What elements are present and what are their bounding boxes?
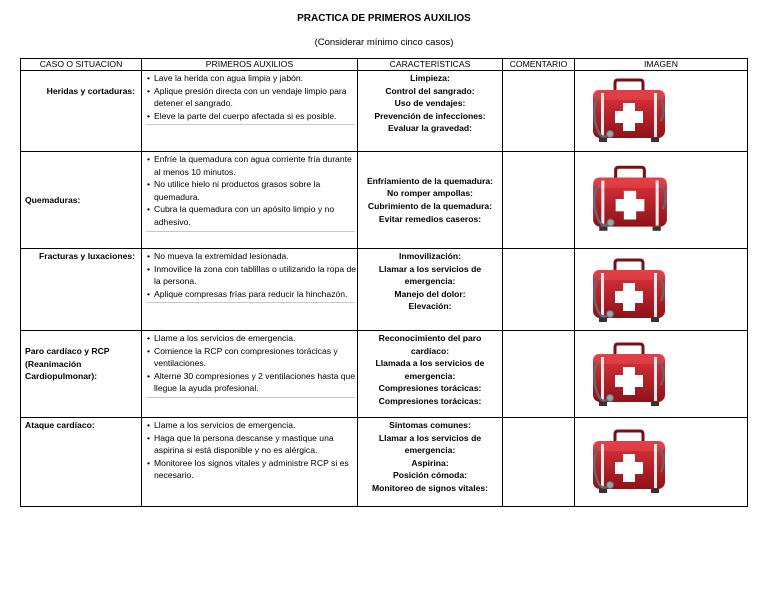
characteristic-item: Limpieza: [410, 73, 450, 83]
case-label: Heridas y cortaduras: [46, 86, 135, 96]
case-cell [21, 249, 142, 331]
characteristic-item: Monitoreo de signos vitales: [371, 482, 489, 493]
first-aid-kit-icon [589, 428, 669, 496]
list-item: • Cubra la quemadura con un apósito limpio y no adhesivo. [147, 203, 357, 228]
list-item: • Alterne 30 compresiones y 2 ventilaciones hasta que llegue la ayuda profesional. [147, 370, 357, 395]
characteristic-item: Enfriamiento de la quemadura: [366, 175, 494, 186]
first-aid-cell [142, 249, 358, 331]
comment-cell [503, 331, 575, 418]
list-item: • Aplique presión directa con un vendaje limpio para detener el sangrado. [147, 85, 357, 110]
characteristic-item: Llamada a los servicios de emergencia: [375, 358, 485, 381]
header-case: CASO O SITUACION [21, 59, 142, 71]
list-item: • Aplique compresas frías para reducir la hinchazón. [147, 288, 357, 301]
comment-cell [503, 152, 575, 249]
list-item: • Llame a los servicios de emergencia. [147, 419, 357, 432]
image-cell [575, 71, 748, 152]
first-aid-list [142, 331, 357, 397]
first-aid-table [20, 58, 748, 507]
characteristics-cell [358, 71, 503, 152]
first-aid-cell [142, 331, 358, 418]
table-header-row [21, 59, 748, 71]
first-aid-list [142, 71, 357, 124]
characteristics-cell [358, 152, 503, 249]
characteristic-item: Uso de vendajes: [394, 98, 466, 109]
table-row [21, 249, 748, 331]
header-comment: COMENTARIO [503, 59, 575, 71]
divider [146, 397, 355, 398]
first-aid-kit-icon [589, 341, 669, 409]
table-row [21, 331, 748, 418]
characteristic-item: No romper ampollas: [387, 188, 473, 199]
characteristic-item: Compresiones torácicas: [378, 383, 482, 394]
table-row [21, 152, 748, 249]
characteristic-item: Síntomas comunes: [389, 420, 471, 430]
image-cell [575, 331, 748, 418]
characteristic-item: Evaluar la gravedad: [387, 123, 473, 134]
characteristic-item: Llamar a los servicios de emergencia: [378, 263, 482, 287]
case-cell [21, 152, 142, 249]
table-row [21, 71, 748, 152]
characteristic-item: Compresiones torácicas: [378, 395, 482, 406]
characteristic-item: Posición cómoda: [392, 470, 467, 481]
document-title: PRACTICA DE PRIMEROS AUXILIOS [297, 13, 471, 24]
list-item: • Comience la RCP con compresiones torácicas y ventilaciones. [147, 345, 357, 370]
list-item: • Enfríe la quemadura con agua corriente fría durante al menos 10 minutos. [147, 153, 357, 178]
characteristic-item: Prevención de infecciones: [374, 110, 486, 121]
case-label: Fracturas y luxaciones: [38, 251, 135, 261]
characteristic-item: Llamar a los servicios de emergencia: [378, 432, 482, 456]
case-cell [21, 418, 142, 507]
list-item: • Inmovilice la zona con tablillas o utilizando la ropa de la persona. [147, 263, 357, 288]
characteristics-cell [358, 418, 503, 507]
header-first-aid: PRIMEROS AUXILIOS [142, 59, 358, 71]
first-aid-list [142, 249, 357, 302]
characteristic-item: Control del sangrado: [385, 85, 475, 96]
list-item: • No utilice hielo ni productos grasos sobre la quemadura. [147, 178, 357, 203]
list-item: • Llame a los servicios de emergencia. [147, 332, 357, 345]
list-item: • Monitoree los signos vitales y administre RCP si es necesario. [147, 457, 357, 482]
characteristic-item: Inmovilización: [398, 251, 462, 261]
list-item: • Eleve la parte del cuerpo afectada si es posible. [147, 110, 357, 123]
list-item: • No mueva la extremidad lesionada. [147, 250, 357, 263]
image-cell [575, 249, 748, 331]
first-aid-cell [142, 418, 358, 507]
list-item: • Lave la herida con agua limpia y jabón. [147, 72, 357, 85]
characteristic-item: Elevación: [408, 301, 452, 312]
divider [146, 124, 355, 125]
image-cell [575, 152, 748, 249]
first-aid-kit-icon [589, 164, 671, 234]
first-aid-list [142, 152, 357, 231]
characteristic-item: Aspirina: [411, 457, 449, 468]
case-cell [21, 331, 142, 418]
characteristics-cell [358, 331, 503, 418]
document-subtitle: (Considerar mínimo cinco casos) [314, 37, 454, 48]
first-aid-list [142, 418, 357, 484]
characteristic-item: Cubrimiento de la quemadura: [367, 201, 493, 211]
image-cell [575, 418, 748, 507]
comment-cell [503, 249, 575, 331]
divider [146, 302, 355, 303]
characteristics-cell [358, 249, 503, 331]
characteristic-item: Manejo del dolor: [394, 288, 466, 299]
characteristic-item: Reconocimiento del paro cardíaco: [378, 333, 482, 356]
case-cell [21, 71, 142, 152]
comment-cell [503, 418, 575, 507]
table-row [21, 418, 748, 507]
case-label: Paro cardíaco y RCP (Reanimación Cardiopulmonar): [25, 346, 110, 382]
first-aid-cell [142, 71, 358, 152]
case-label: Quemaduras: [25, 194, 81, 205]
comment-cell [503, 71, 575, 152]
first-aid-kit-icon [589, 77, 669, 145]
divider [146, 231, 355, 232]
first-aid-cell [142, 152, 358, 249]
header-image: IMAGEN [575, 59, 748, 71]
case-label: Ataque cardíaco: [25, 420, 95, 430]
header-characteristics: CARACTERISTICAS [358, 59, 503, 71]
characteristic-item: Evitar remedios caseros: [378, 213, 482, 224]
first-aid-kit-icon [589, 257, 669, 325]
list-item: • Haga que la persona descanse y mastique una aspirina si está disponible y no es alérgica. [147, 432, 357, 457]
